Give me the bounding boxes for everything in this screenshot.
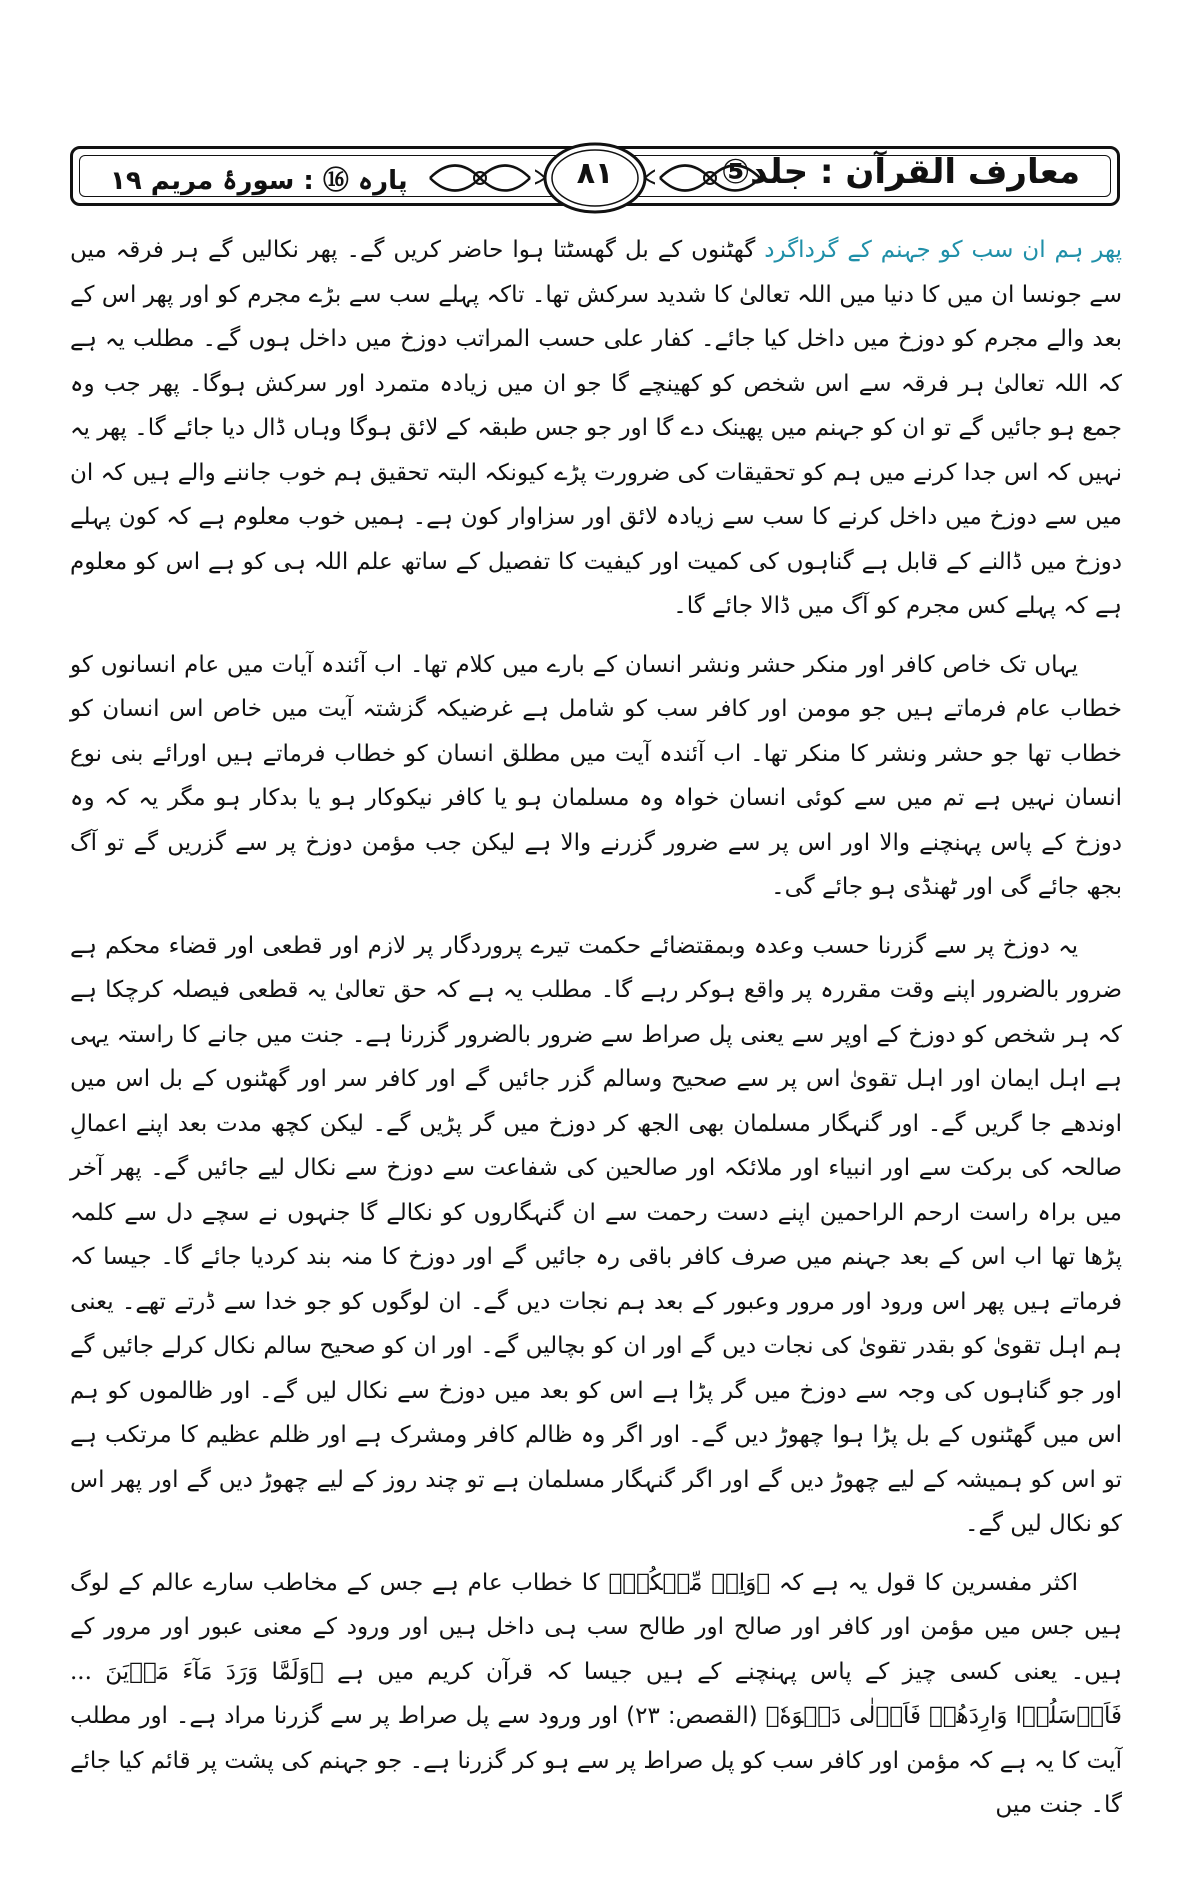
left-flourish-icon	[425, 148, 535, 208]
book-title: معارف القرآن : جلد⑤	[721, 152, 1080, 192]
highlighted-phrase: پھر ہم ان سب کو جہنم کے گرداگرد	[764, 237, 1122, 263]
paragraph-3: یہ دوزخ پر سے گزرنا حسب وعدہ وبمقتضائے حکمت تیرے پروردگار پر لازم اور قطعی اور قضاء محکم ہے ضرور بالضرور اپنے وقت مقررہ پر واقع ہوکر رہے گا۔ مطلب یہ ہے کہ حق تعالیٰ یہ قطعی فیصلہ کرچکا ہے کہ ہر شخص کو دوزخ کے اوپر سے یعنی پل صراط سے ضرور بالضرور گزرنا ہے۔ جنت میں جانے کا راستہ یہی ہے اہل ایمان اور اہل تقویٰ اس پر سے صحیح وسالم گزر جائیں گے اور کافر سر اور گھٹنوں کے بل اس میں اوندھے جا گریں گے۔ اور گنہگار مسلمان بھی الجھ کر دوزخ میں گر پڑیں گے۔ لیکن کچھ مدت بعد اپنے اعمالِ صالحہ کی برکت سے اور انبیاء اور ملائکہ اور صالحین کی شفاعت سے دوزخ سے نکال لیے جائیں گے۔ پھر آخر میں براہ راست ارحم الراحمین اپنے دست رحمت سے ان گنہگاروں کو نکالے گا جنہوں نے سچے دل سے کلمہ پڑھا تھا اب اس کے بعد جہنم میں صرف کافر باقی رہ جائیں گے اور دوزخ کا منہ بند کردیا جائے گا۔ جیسا کہ فرماتے ہیں پھر اس ورود اور مرور وعبور کے بعد ہم نجات دیں گے۔ ان لوگوں کو جو خدا سے ڈرتے تھے۔ یعنی ہم اہل تقویٰ کو بقدر تقویٰ کی نجات دیں گے اور ان کو بچالیں گے۔ اور ان کو صحیح سالم نکال کرلے جائیں گے اور جو گناہوں کی وجہ سے دوزخ میں گر پڑا ہے اس کو بعد میں دوزخ سے نکال لیں گے۔ اور ظالموں کو ہم اس میں گھٹنوں کے بل پڑا ہوا چھوڑ دیں گے۔ اور اگر وہ ظالم کافر ومشرک ہے اور ظلم عظیم کا مرتکب ہے تو اس کو ہمیشہ کے لیے چھوڑ دیں گے اور اگر گنہگار مسلمان ہے تو چند روز کے لیے چھوڑ دیں گے اور پھر اس کو نکال لیں گے۔	[70, 932, 1122, 1537]
paragraph-1-text: گھٹنوں کے بل گھسٹتا ہوا حاضر کریں گے۔ پھر نکالیں گے ہر فرقہ میں سے جونسا ان میں کا دنیا میں اللہ تعالیٰ کا شدید سرکش تھا۔ تاکہ پہلے سب سے بڑے مجرم کو اور پھر اس کے بعد والے مجرم کو دوزخ میں داخل کیا جائے۔ کفار علی حسب المراتب دوزخ میں داخل ہوں گے۔ مطلب یہ ہے کہ اللہ تعالیٰ ہر فرقہ سے اس شخص کو کھینچے گا جو ان میں زیادہ متمرد اور سرکش ہوگا۔ پھر جب وہ جمع ہو جائیں گے تو ان کو جہنم میں پھینک دے گا اور جو جس طبقہ کے لائق ہوگا وہاں ڈال دیا جائے گا۔ پھر یہ نہیں کہ اس جدا کرنے میں ہم کو تحقیقات کی ضرورت پڑے کیونکہ البتہ تحقیق ہم خوب جاننے والے ہیں کہ ان میں سے دوزخ میں داخل کرنے کا سب سے زیادہ لائق اور سزاوار کون ہے۔ ہمیں خوب معلوم ہے کہ کون پہلے دوزخ میں ڈالنے کے قابل ہے گناہوں کی کمیت اور کیفیت کا تفصیل کے ساتھ علم اللہ ہی کو ہے اس کو معلوم ہے کہ پہلے کس مجرم کو آگ میں ڈالا جائے گا۔	[70, 237, 1122, 619]
page-number-medallion	[535, 138, 655, 218]
right-flourish-icon	[655, 148, 765, 208]
paragraph-2: یہاں تک خاص کافر اور منکر حشر ونشر انسان کے بارے میں کلام تھا۔ اب آئندہ آیات میں عام انسانوں کو خطاب عام فرماتے ہیں جو مومن اور کافر سب کو شامل ہے غرضیکہ گزشتہ آیت میں خاص اس انسان کو خطاب تھا جو حشر ونشر کا منکر تھا۔ اب آئندہ آیت میں مطلق انسان کو خطاب فرماتے ہیں اورائے بنی نوع انسان نہیں ہے تم میں سے کوئی انسان خواہ وہ مسلمان ہو یا کافر نیکوکار ہو یا بدکار ہو مگر یہ کہ وہ دوزخ کے پاس پہنچنے والا اور اس پر سے ضرور گزرنے والا ہے لیکن جب مؤمن دوزخ پر سے گزریں گے تو آگ بجھ جائے گی اور ٹھنڈی ہو جائے گی۔	[70, 651, 1122, 900]
page-body	[70, 228, 1122, 1842]
paragraph-4-text-c: (القصص: ۲۳) اور ورود سے پل صراط پر سے گزرنا مراد ہے۔ اور مطلب آیت کا یہ ہے کہ مؤمن اور کافر سب کو پل صراط پر سے ہو کر گزرنا ہے۔ جو جہنم کی پشت پر قائم کیا جائے گا۔ جنت میں	[70, 1703, 1122, 1818]
quran-quote-2: ﴿وَلَمَّا وَرَدَ مَآءَ مَدۡیَنَ ... فَاَرۡسَلُوۡا وَارِدَهُمۡ فَاَدۡلٰی دَلۡوَهٗ﴾	[70, 1658, 1122, 1729]
paragraph-4-text-b: کا خطاب عام ہے جس کے مخاطب سارے عالم کے لوگ ہیں جس میں مؤمن اور کافر اور صالح اور طالح سب ہی داخل ہیں اور ورود کے معنی عبور اور مرور کے ہیں۔ یعنی کسی چیز کے پاس پہنچنے کے ہیں جیسا کہ قرآن کریم میں ہے	[70, 1569, 1122, 1685]
paragraph-1	[70, 228, 1122, 629]
paragraph-4-text-a: اکثر مفسرین کا قول یہ ہے کہ	[770, 1569, 1079, 1596]
paragraph-4	[70, 1561, 1122, 1828]
quran-quote-1: ﴿وَاِنۡ مِّنۡکُمۡ﴾	[608, 1569, 771, 1596]
page-number: ۸۱	[576, 156, 614, 191]
section-label: پارہ ⑯ : سورۂ مریم ۱۹	[110, 166, 408, 196]
page-header	[70, 140, 1120, 216]
